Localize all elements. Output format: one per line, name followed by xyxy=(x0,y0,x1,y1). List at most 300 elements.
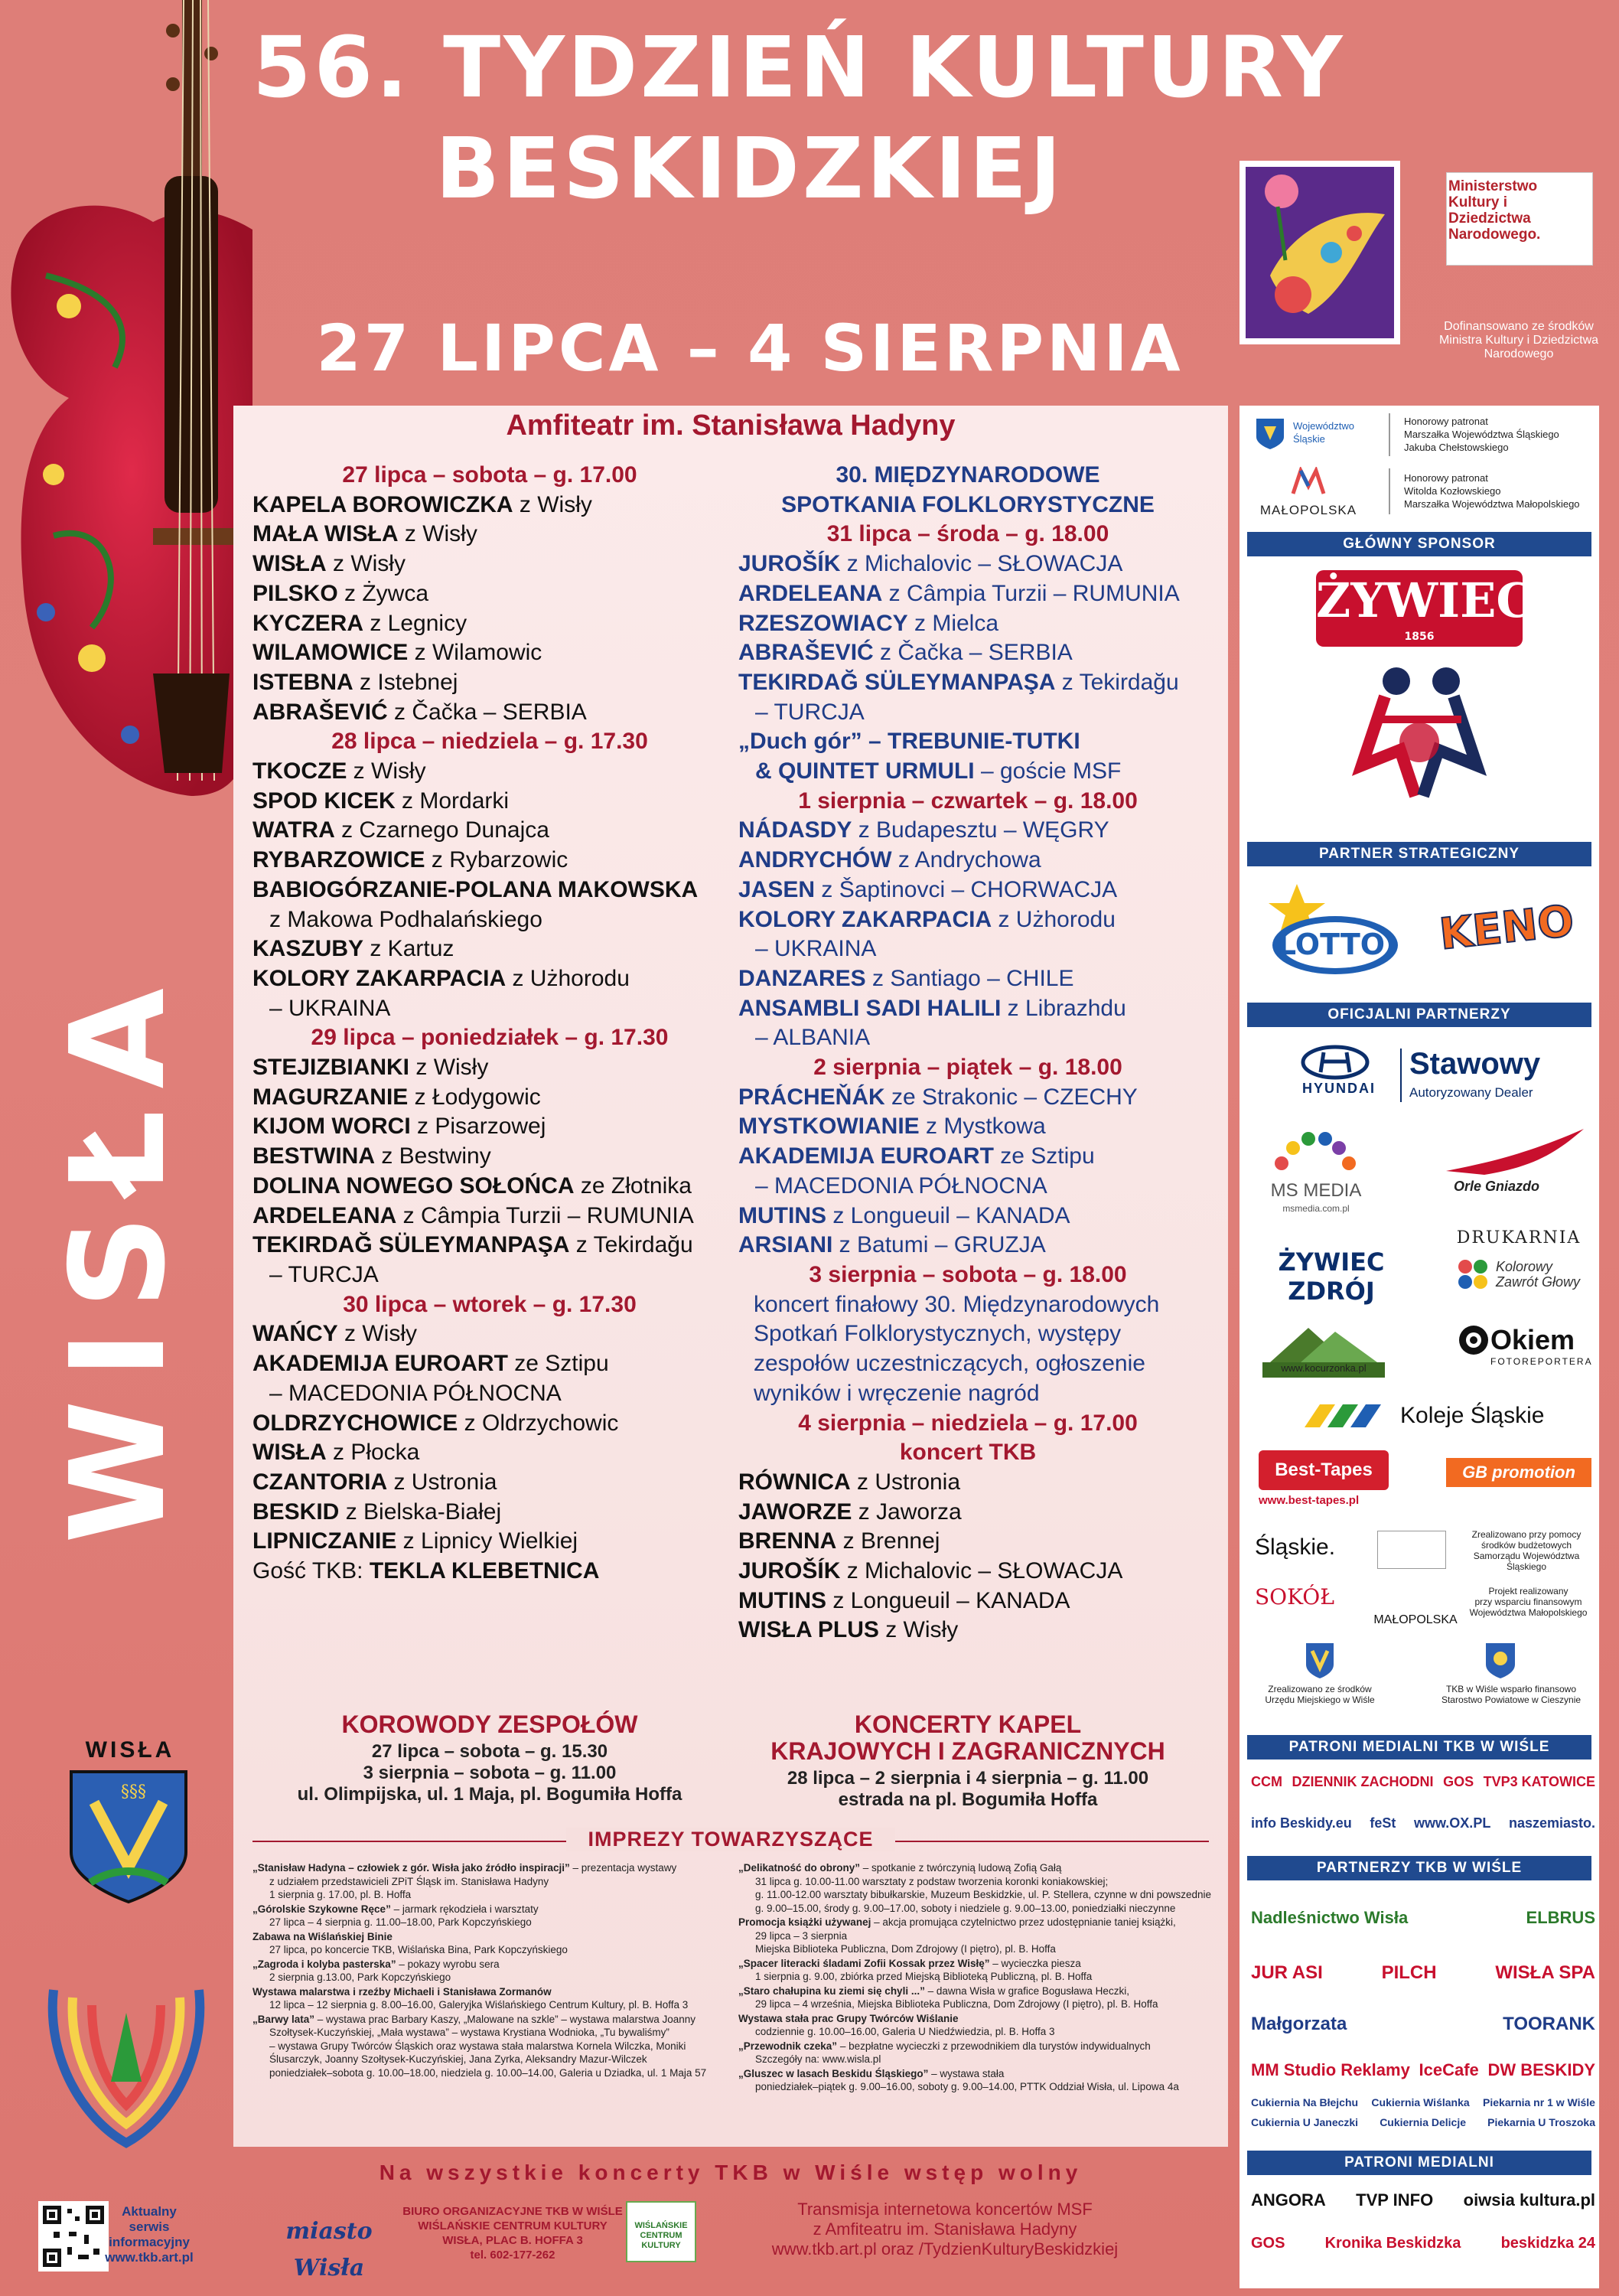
violin-illustration xyxy=(0,0,252,842)
ensemble-origin: z Mystkowa xyxy=(919,1114,1046,1140)
program-item xyxy=(252,994,727,1024)
side-event-title: „Staro chałupina ku ziemi się chyli ...” xyxy=(738,1985,925,1997)
partners-row xyxy=(1251,2092,1595,2112)
ensemble-origin: – UKRAINA xyxy=(269,995,391,1021)
cultural-institution-logo xyxy=(1377,1531,1446,1569)
hyundai-icon xyxy=(1301,1045,1370,1080)
ensemble-origin: z Šaptinovci – CHORWACJA xyxy=(815,876,1118,902)
ensemble-name: & QUINTET URMULI xyxy=(755,758,975,784)
side-event-detail: 2 sierpnia g.13.00, Park Kopczyńskiego xyxy=(269,1971,451,1983)
partner-name: ELBRUS xyxy=(1526,1908,1595,1927)
wck-logo xyxy=(626,2201,696,2262)
program-item xyxy=(252,1142,727,1172)
parades-line2: 3 sierpnia – sobota – g. 11.00 xyxy=(363,1763,617,1783)
patronage-line: Witolda Kozłowskiego xyxy=(1404,485,1501,497)
day-heading: 27 lipca – sobota – g. 17.00 xyxy=(342,462,637,488)
ensemble-origin: z Michalovic – SŁOWACJA xyxy=(840,1558,1123,1584)
day-heading: 31 lipca – środa – g. 18.00 xyxy=(826,521,1109,547)
partner-name: TOORANK xyxy=(1503,2014,1595,2034)
bands-line1: 28 lipca – 2 sierpnia i 4 sierpnia – g. 11.00 xyxy=(787,1768,1149,1789)
ensemble-origin: z Wisły xyxy=(347,758,426,784)
gmina-note xyxy=(1251,1684,1389,1705)
partner-name: PILCH xyxy=(1381,1962,1437,1983)
ensemble-origin: z Wisły xyxy=(398,521,477,547)
program-item xyxy=(252,609,727,639)
note-line: Zrealizowano ze środków xyxy=(1268,1684,1372,1694)
ensemble-origin: z Tekirdağu xyxy=(1055,669,1179,695)
msmedia-url: msmedia.com.pl xyxy=(1282,1203,1350,1214)
program-item xyxy=(738,1202,1197,1231)
ensemble-name: TEKIRDAĞ SÜLEYMANPAŞA xyxy=(252,1232,570,1258)
bands-title-line2: KRAJOWYCH I ZAGRANICZNYCH xyxy=(770,1737,1165,1765)
partners-list xyxy=(1251,1890,1595,2132)
best-tapes-logo: Best-Tapes xyxy=(1259,1450,1389,1490)
ensemble-name: CZANTORIA xyxy=(252,1469,388,1495)
program-item xyxy=(252,579,727,609)
ensemble-origin: z Čačka – SERBIA xyxy=(873,640,1073,666)
tkb-brand-logo xyxy=(38,1967,214,2151)
ensemble-origin: z Wisły xyxy=(326,551,406,577)
sponsor-logo-text: Kronika Beskidzka xyxy=(1324,2235,1461,2252)
ensemble-name: RYBARZOWICE xyxy=(252,847,425,873)
side-event-title: „Barwy lata” xyxy=(252,2013,315,2025)
side-event-detail: poniedziałek–sobota g. 10.00–18.00, niedziela g. 10.00–14.00, Galeria u Dziadka, ul. 1 Maja 57 xyxy=(269,2066,707,2079)
program-item xyxy=(738,1172,1197,1202)
side-event xyxy=(738,1861,1220,1915)
ensemble-origin: z Jaworza xyxy=(852,1499,962,1525)
ensemble-name: WISŁA xyxy=(252,1440,327,1466)
stawowy-text: Stawowy xyxy=(1409,1047,1541,1081)
ensemble-name: DANZARES xyxy=(738,965,866,991)
partner-name: Cukiernia Na Błejchu xyxy=(1251,2096,1359,2108)
program-item xyxy=(252,1349,727,1379)
bar-main-sponsor: GŁÓWNY SPONSOR xyxy=(1247,532,1591,556)
msmedia-icon xyxy=(1266,1125,1358,1179)
side-event-title: „Delikatność do obrony” xyxy=(738,1862,861,1874)
ensemble-origin: z Mordarki xyxy=(395,788,510,814)
ensemble-name: ISTEBNA xyxy=(252,669,353,695)
ensemble-origin: – MACEDONIA PÓŁNOCNA xyxy=(269,1380,562,1406)
ensemble-origin: – TURCJA xyxy=(755,699,865,725)
ensemble-origin: z Librazhdu xyxy=(1001,995,1126,1021)
wisla-crest-small-icon xyxy=(1305,1642,1335,1680)
program-item xyxy=(252,787,727,817)
program-item xyxy=(738,905,1197,935)
ensemble-name: MAŁA WISŁA xyxy=(252,521,399,547)
side-event-title: Wystawa stała prac Grupy Twórców Wiślanie xyxy=(738,2012,959,2024)
ensemble-name: MAGURZANIE xyxy=(252,1084,409,1110)
note-line: Samorządu Województwa Śląskiego xyxy=(1473,1551,1580,1572)
partner-name: Nadleśnictwo Wisła xyxy=(1251,1908,1409,1927)
patronage-line: Honorowy patronat xyxy=(1404,416,1488,427)
bands-title-line1: KONCERTY KAPEL xyxy=(854,1711,1082,1738)
organizing-office xyxy=(398,2204,627,2262)
side-event-detail: codziennie g. 10.00–16.00, Galeria U Niedźwiedzia, pl. B. Hoffa 3 xyxy=(755,2026,1055,2037)
ensemble-origin: z Tekirdağu xyxy=(569,1232,693,1258)
malopolska-logo2: MAŁOPOLSKA xyxy=(1373,1613,1458,1626)
ensemble-origin: z Čačka – SERBIA xyxy=(387,699,587,725)
poster-title-line1: 56. TYDZIEŃ KULTURY xyxy=(252,18,1346,116)
item-prefix: Gość TKB: xyxy=(252,1558,370,1584)
qr-code-icon[interactable] xyxy=(38,2201,109,2272)
side-event xyxy=(252,1861,735,1902)
bar-official: OFICJALNI PARTNERZY xyxy=(1247,1003,1591,1027)
partners-row xyxy=(1251,1945,1595,2001)
side-event xyxy=(252,1985,735,2012)
side-event-title: „Gluszec w lasach Beskidu Śląskiego” xyxy=(738,2067,929,2079)
side-event xyxy=(738,1916,1220,1956)
program-item xyxy=(252,905,727,935)
ministry-cofinance-note: Dofinansowano ze środków Ministra Kultury i Dziedzictwa Narodowego xyxy=(1438,320,1599,360)
side-event-detail: 27 lipca, po koncercie TKB, Wiślańska Bina, Park Kopczyńskiego xyxy=(269,1944,568,1955)
ensemble-origin: z Bestwiny xyxy=(375,1143,491,1169)
ensemble-origin: z Legnicy xyxy=(363,610,467,636)
ensemble-origin: ze Sztipu xyxy=(507,1351,609,1377)
gb-promotion-logo: GB promotion xyxy=(1446,1458,1591,1487)
stream-links[interactable]: www.tkb.art.pl oraz /TydzienKulturyBeskidzkiej xyxy=(771,2239,1119,2258)
ensemble-origin: z Ustronia xyxy=(387,1469,497,1495)
side-event-desc: – jarmark rękodzieła i warsztaty xyxy=(390,1903,539,1915)
info-service xyxy=(103,2204,195,2265)
cieszyn-crest-icon xyxy=(1484,1642,1516,1680)
ensemble-origin: z Oldrzychowic xyxy=(458,1410,619,1436)
ensemble-origin: – MACEDONIA PÓŁNOCNA xyxy=(755,1172,1047,1199)
program-item xyxy=(252,757,727,787)
side-event-detail: Szczegóły na: www.wisla.pl xyxy=(755,2053,881,2065)
ensemble-name: JASEN xyxy=(738,876,816,902)
parades-line3: ul. Olimpijska, ul. 1 Maja, pl. Bogumiła Hoffa xyxy=(297,1784,682,1805)
info-service-url[interactable]: www.tkb.art.pl xyxy=(105,2250,194,2265)
malopolska-logo-icon xyxy=(1289,467,1327,497)
side-event-title: „Górolskie Szykowne Ręce” xyxy=(252,1903,391,1915)
day-heading: 2 sierpnia – piątek – g. 18.00 xyxy=(813,1055,1122,1081)
ensemble-name: MYSTKOWIANIE xyxy=(738,1114,920,1140)
sponsor-logo-text: CCM xyxy=(1251,1774,1282,1789)
folk-bird-artwork xyxy=(1239,161,1400,344)
note-line: środków budżetowych xyxy=(1481,1540,1572,1551)
ensemble-origin: z Wisły xyxy=(878,1617,959,1643)
side-event-desc: – akcja promująca czytelnictwo przez udostępnianie taniej książki, xyxy=(871,1916,1176,1928)
program-item xyxy=(738,934,1197,964)
partners-row xyxy=(1251,2001,1595,2048)
program-item xyxy=(738,1112,1197,1142)
program-item xyxy=(738,1616,1197,1645)
day-block xyxy=(738,520,1197,786)
ensemble-name: NÁDASDY xyxy=(738,817,852,843)
free-entry-note: Na wszystkie koncerty TKB w Wiśle wstęp wolny xyxy=(379,2161,1083,2184)
ensemble-origin: z Ustronia xyxy=(850,1469,961,1495)
ensemble-name: KOLORY ZAKARPACIA xyxy=(738,906,992,932)
ensemble-name: WAŃCY xyxy=(252,1321,338,1347)
patrons-row1 xyxy=(1251,2190,1595,2210)
program-item xyxy=(738,579,1197,609)
side-event-detail: – wystawa Grupy Twórców Śląskich oraz wystawa stała malarstwa Kornela Wilczka, Moniki xyxy=(269,2040,686,2052)
program-item xyxy=(738,757,1197,787)
side-event xyxy=(738,1957,1220,1984)
ensemble-name: PILSKO xyxy=(252,580,338,606)
ensemble-origin: z Michalovic – SŁOWACJA xyxy=(840,551,1123,577)
crest-label: WISŁA xyxy=(85,1737,175,1763)
side-event-detail: 12 lipca – 12 sierpnia g. 8.00–16.00, Galeryjka Wiślańskiego Centrum Kultury, pl. B. Hoffa 3 xyxy=(269,1999,689,2011)
side-event xyxy=(738,1985,1220,2011)
side-event-title: Zabawa na Wiślańskiej Binie xyxy=(252,1930,393,1942)
program-item xyxy=(738,727,1197,757)
side-event-title: „Zagroda i kolyba pasterska” xyxy=(252,1958,396,1970)
patrons-row2 xyxy=(1251,2235,1595,2252)
ensemble-name: ARDELEANA xyxy=(738,580,883,606)
wck-logo-text: WIŚLAŃSKIE CENTRUM KULTURY xyxy=(634,2221,688,2250)
ensemble-name: KIJOM WORCI xyxy=(252,1114,411,1140)
vertical-town-title-text: WISŁA xyxy=(43,967,194,1544)
ensemble-name: OLDRZYCHOWICE xyxy=(252,1410,458,1436)
program-item xyxy=(252,1053,727,1083)
ensemble-name: ARSIANI xyxy=(738,1232,833,1258)
program-left-column xyxy=(252,461,727,1587)
ensemble-name: TKOCZE xyxy=(252,758,347,784)
day-heading: 29 lipca – poniedziałek – g. 17.30 xyxy=(311,1025,669,1051)
sponsor-logo-text: GOS xyxy=(1251,2235,1285,2252)
best-tapes-url: www.best-tapes.pl xyxy=(1259,1494,1360,1507)
ensemble-name: ANDRYCHÓW xyxy=(738,847,892,873)
koleje-slaskie-text: Koleje Śląskie xyxy=(1400,1403,1545,1428)
ensemble-origin: z Czarnego Dunajca xyxy=(334,817,549,843)
orle-gniazdo-text: Orle Gniazdo xyxy=(1454,1179,1540,1194)
side-event-detail: Szołtysek-Kuczyńskiej, „Mała wystawa” – wystawa Krystiana Wodnioka, „Tu bywaliśmy” xyxy=(269,2027,669,2038)
program-item xyxy=(252,491,727,520)
partner-name: WISŁA SPA xyxy=(1495,1962,1595,1983)
side-events-title: IMPREZY TOWARZYSZĄCE xyxy=(566,1828,895,1851)
ensemble-name: AKADEMIJA EUROART xyxy=(738,1143,994,1169)
ensemble-name: KOLORY ZAKARPACIA xyxy=(252,965,507,991)
side-events-right xyxy=(738,1861,1220,2095)
bar-partners: PARTNERZY TKB W WIŚLE xyxy=(1247,1856,1591,1880)
program-item xyxy=(252,1112,727,1142)
note-line: przy wsparciu finansowym xyxy=(1474,1596,1582,1607)
ensemble-origin: z Wisły xyxy=(513,491,592,517)
ensemble-name: KAPELA BOROWICZKA xyxy=(252,491,513,517)
side-event-desc: – prezentacja wystawy xyxy=(569,1862,677,1874)
side-event-desc: – bezpłatne wycieczki z przewodnikiem dla turystów indywidualnych xyxy=(837,2040,1151,2052)
ensemble-origin: z Użhorodu xyxy=(992,906,1116,932)
office-line: WIŚLAŃSKIE CENTRUM KULTURY xyxy=(418,2219,608,2232)
note-line: Urzędu Miejskiego w Wiśle xyxy=(1265,1694,1375,1705)
koleje-stripes-icon xyxy=(1305,1401,1396,1431)
silesia-crest-icon xyxy=(1255,417,1285,451)
side-event-detail: 29 lipca – 4 września, Miejska Biblioteka Publiczna, Dom Zdrojowy (I piętro), pl. B. Hoffa xyxy=(755,1998,1158,2010)
day-block xyxy=(738,1409,1197,1646)
program-item xyxy=(738,668,1197,698)
note-line: TKB w Wiśle wsparło finansowo xyxy=(1445,1684,1577,1694)
sokol-logo: SOKÓŁ xyxy=(1255,1584,1334,1609)
ensemble-name: WISŁA PLUS xyxy=(738,1617,879,1643)
sponsor-logo-text: oiwsia kultura.pl xyxy=(1463,2190,1595,2210)
ensemble-name: JAWORZE xyxy=(738,1499,852,1525)
okiem-logo: Okiem xyxy=(1490,1324,1575,1355)
side-event xyxy=(738,2012,1220,2039)
side-event xyxy=(252,1958,735,1985)
day-block xyxy=(738,787,1197,1053)
ensemble-origin: z Wilamowic xyxy=(408,640,542,666)
finale-line: wyników i wręczenie nagród xyxy=(754,1380,1040,1406)
ensemble-name: AKADEMIJA EUROART xyxy=(252,1351,508,1377)
office-phone: tel. 602-177-262 xyxy=(470,2249,555,2262)
malopolska-note xyxy=(1461,1586,1595,1618)
divider xyxy=(1400,1049,1402,1102)
side-event-title: Wystawa malarstwa i rzeźby Michaeli i Stanisława Zormanów xyxy=(252,1985,552,1998)
ensemble-name: ABRAŠEVIĆ xyxy=(738,640,874,666)
zywiec-zdroj-logo: ŻYWIEC ZDRÓJ xyxy=(1278,1247,1385,1306)
program-item xyxy=(738,964,1197,994)
lotto-logo-text: LOTTO xyxy=(1277,928,1386,961)
program-item xyxy=(738,550,1197,579)
drukarnia-dots-icon xyxy=(1454,1255,1492,1293)
bar-media: PATRONI MEDIALNI TKB W WIŚLE xyxy=(1247,1735,1591,1760)
keno-logo: KENO xyxy=(1437,896,1577,960)
parades-title: KOROWODY ZESPOŁÓW xyxy=(341,1711,638,1738)
zywiec-year: 1856 xyxy=(1404,631,1435,643)
program-item xyxy=(252,698,727,728)
program-item xyxy=(252,1172,727,1202)
side-event-title: „Spacer literacki śladami Zofii Kossak przez Wisłę” xyxy=(738,1957,990,1969)
zywiec-logo xyxy=(1316,570,1534,647)
ensemble-name: BABIOGÓRZANIE-POLANA MAKOWSKA xyxy=(252,876,699,902)
side-event xyxy=(252,2013,735,2080)
ensemble-origin: z Câmpia Turzii – RUMUNIA xyxy=(396,1202,694,1228)
office-line: BIURO ORGANIZACYJNE TKB W WIŚLE xyxy=(402,2205,623,2218)
program-item xyxy=(252,520,727,550)
ensemble-name: TEKIRDAĞ SÜLEYMANPAŞA xyxy=(738,669,1056,695)
ensemble-name: ABRAŠEVIĆ xyxy=(252,699,388,725)
ensemble-name: WILAMOWICE xyxy=(252,640,409,666)
stream-info xyxy=(765,2200,1125,2259)
parades-line1: 27 lipca – sobota – g. 15.30 xyxy=(371,1741,608,1762)
program-item xyxy=(252,1557,727,1587)
program-item xyxy=(252,638,727,668)
ensemble-name: SPOD KICEK xyxy=(252,788,396,814)
day-subheading: koncert TKB xyxy=(899,1440,1037,1466)
silesia-logo-text: Województwo Śląskie xyxy=(1293,420,1354,445)
side-events-left xyxy=(252,1861,735,2080)
day-heading: 3 sierpnia – sobota – g. 18.00 xyxy=(809,1261,1127,1287)
day-heading: 1 sierpnia – czwartek – g. 18.00 xyxy=(798,788,1138,814)
note-line: Projekt realizowany xyxy=(1488,1586,1569,1596)
program-item xyxy=(738,609,1197,639)
zywiec-logo-text: ŻYWIEC xyxy=(1316,572,1534,628)
side-event-detail: poniedziałek–piątek g. 9.00–16.00, soboty g. 9.00–14.00, PTTK Oddział Wisła, ul. Lipowa 4a xyxy=(755,2081,1179,2092)
sponsor-logo-text: TVP INFO xyxy=(1356,2190,1434,2210)
ensemble-origin: z Żywca xyxy=(337,580,429,606)
patronage-line: Marszałka Województwa Małopolskiego xyxy=(1404,498,1580,510)
program-item xyxy=(738,698,1197,728)
ensemble-origin: z Wisły xyxy=(409,1055,489,1081)
slaskie-note xyxy=(1458,1529,1595,1572)
program-item xyxy=(738,1023,1197,1053)
okiem-camera-icon xyxy=(1458,1324,1490,1356)
poster-title-line2: BESKIDZKIEJ xyxy=(435,119,1064,217)
program-item xyxy=(252,550,727,579)
finale-line: koncert finałowy 30. Międzynarodowych xyxy=(754,1291,1160,1317)
side-event-detail: Miejska Biblioteka Publiczna, Dom Zdrojowy (I piętro), pl. B. Hoffa xyxy=(755,1943,1056,1955)
partner-name: IceCafe xyxy=(1419,2060,1479,2079)
ensemble-origin: ze Strakonic – CZECHY xyxy=(884,1084,1138,1110)
note-line: Starostwo Powiatowe w Cieszynie xyxy=(1441,1694,1582,1705)
kocurzonka-url: www.kocurzonka.pl xyxy=(1281,1362,1367,1374)
powiat-note xyxy=(1431,1684,1591,1705)
info-service-line: informacyjny xyxy=(109,2235,190,2249)
ensemble-name: JUROŠÍK xyxy=(738,1558,841,1584)
finale-line: zespołów uczestniczących, ogłoszenie xyxy=(754,1351,1145,1377)
side-event xyxy=(252,1930,735,1957)
side-event xyxy=(252,1903,735,1929)
malopolska-logo-text: MAŁOPOLSKA xyxy=(1259,503,1357,517)
side-event-detail: g. 9.00–15.00, środy g. 9.00–17.00, soboty i niedziele g. 9.00–13.00, poniedziałki nieczynne xyxy=(755,1902,1176,1914)
hyundai-text: HYUNDAI xyxy=(1301,1081,1376,1096)
program-item xyxy=(738,1587,1197,1616)
ensemble-origin: z Rybarzowic xyxy=(425,847,568,873)
ensemble-origin: z Lipnicy Wielkiej xyxy=(396,1528,578,1554)
ensemble-name: TEKLA KLEBETNICA xyxy=(369,1558,600,1584)
patronage-line: Marszałka Województwa Śląskiego xyxy=(1404,429,1559,440)
partner-name: Cukiernia U Janeczki xyxy=(1251,2116,1359,2128)
ensemble-name: RÓWNICA xyxy=(738,1469,851,1495)
ensemble-origin: ze Sztipu xyxy=(993,1143,1095,1169)
ensemble-name: STEJIZBIANKI xyxy=(252,1055,410,1081)
ensemble-name: PRÁCHEŇÁK xyxy=(738,1084,885,1110)
partner-name: Piekarnia nr 1 w Wiśle xyxy=(1483,2096,1595,2108)
ensemble-origin: z Câmpia Turzii – RUMUNIA xyxy=(882,580,1180,606)
stream-line: z Amfiteatru im. Stanisława Hadyny xyxy=(813,2219,1077,2239)
zywiec-dancers-icon xyxy=(1331,658,1507,804)
side-event-title: „Przewodnik czeka” xyxy=(738,2040,838,2052)
ensemble-origin: z Batumi – GRUZJA xyxy=(832,1232,1046,1258)
miasto-wisla-logo-text: miasto Wisła xyxy=(285,2218,373,2281)
program-item xyxy=(738,994,1197,1024)
ensemble-origin: z Istebnej xyxy=(353,669,458,695)
stream-line: Transmisja internetowa koncertów MSF xyxy=(797,2200,1093,2219)
ensemble-origin: z Kartuz xyxy=(363,936,454,962)
sponsor-logo-text: info Beskidy.eu xyxy=(1251,1815,1352,1831)
partner-name: MM Studio Reklamy xyxy=(1251,2060,1410,2079)
partner-name: DW BESKIDY xyxy=(1487,2060,1595,2079)
bands-line2: estrada na pl. Bogumiła Hoffa xyxy=(838,1789,1098,1810)
media-row1 xyxy=(1251,1774,1595,1790)
miasto-wisla-logo xyxy=(272,2197,386,2281)
patronage-malopolska xyxy=(1404,471,1595,510)
ensemble-origin: z Wisły xyxy=(337,1321,417,1347)
ensemble-origin: z Budapesztu – WĘGRY xyxy=(852,817,1109,843)
ensemble-origin: z Łodygowic xyxy=(408,1084,541,1110)
program-item xyxy=(252,1083,727,1113)
ensemble-name: KYCZERA xyxy=(252,610,364,636)
program-item xyxy=(738,1083,1197,1113)
ensemble-name: LIPNICZANIE xyxy=(252,1528,397,1554)
ensemble-name: WATRA xyxy=(252,817,335,843)
sponsor-logo-text: feSt xyxy=(1370,1815,1396,1831)
ensemble-origin: z Longueuil – KANADA xyxy=(826,1202,1070,1228)
partners-row xyxy=(1251,2112,1595,2132)
program-item xyxy=(252,1468,727,1498)
ensemble-origin: z Longueuil – KANADA xyxy=(826,1587,1070,1613)
bar-patrons: PATRONI MEDIALNI xyxy=(1247,2151,1591,2175)
side-event-desc: – wystawa prac Barbary Kaszy, „Malowane na szkle” – wystawa malarstwa Joanny xyxy=(314,2013,695,2025)
okiem-sub: FOTOREPORTERA xyxy=(1490,1356,1593,1367)
side-event-desc: – dawna Wisła w grafice Bogusława Heczki, xyxy=(924,1985,1129,1997)
program-item xyxy=(738,1557,1197,1587)
side-event-desc: – wystawa stała xyxy=(928,2067,1005,2079)
program-item xyxy=(738,1142,1197,1172)
program-item xyxy=(738,1468,1197,1498)
day-heading: 28 lipca – niedziela – g. 17.30 xyxy=(331,729,648,755)
